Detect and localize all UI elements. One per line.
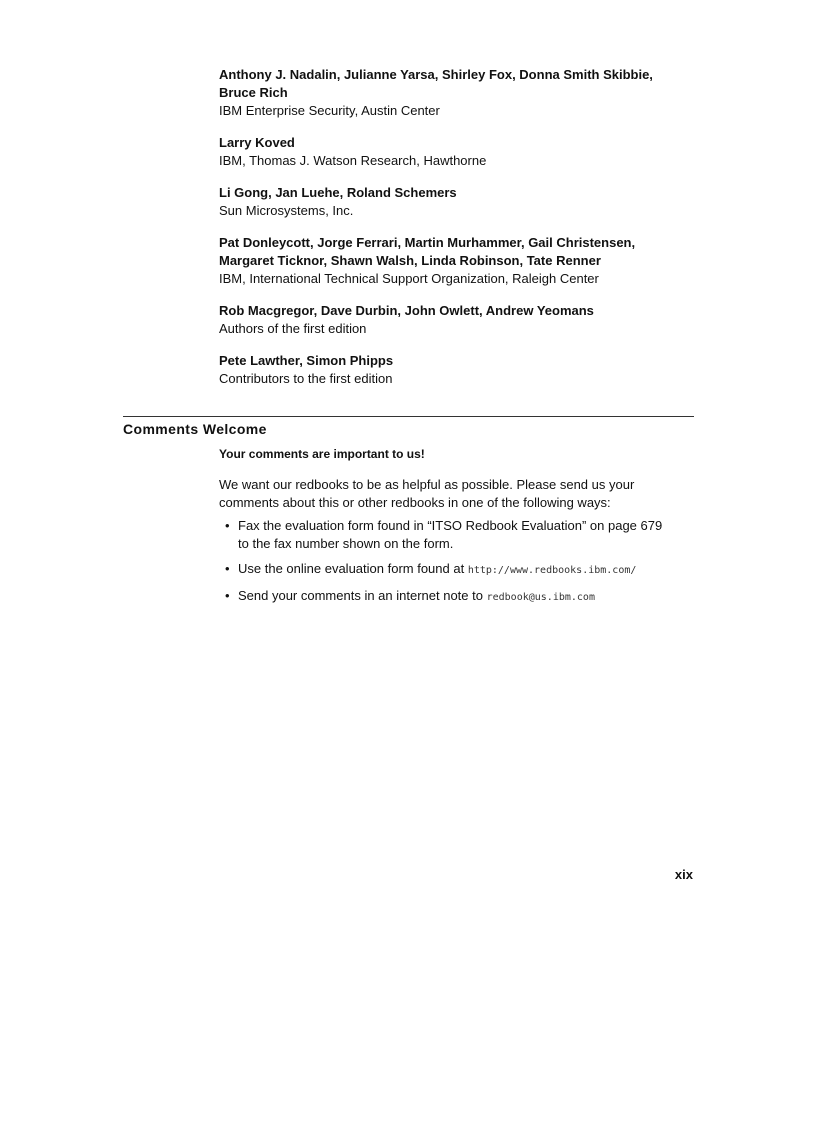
contributor-names-line: Anthony J. Nadalin, Julianne Yarsa, Shirley Fox, Donna Smith Skibbie, — [219, 67, 653, 82]
contributor-names-line: Bruce Rich — [219, 85, 288, 100]
contributor-affiliation: Contributors to the first edition — [219, 371, 393, 386]
section-divider — [123, 416, 694, 417]
feedback-ways-list — [219, 517, 699, 607]
contributor-group — [219, 134, 699, 170]
comments-intro — [219, 476, 699, 512]
list-item — [219, 560, 699, 580]
contributor-group — [219, 234, 699, 288]
redbook-email-link[interactable]: redbook@us.ibm.com — [486, 592, 595, 603]
contributor-affiliation: IBM Enterprise Security, Austin Center — [219, 103, 440, 118]
contributor-names — [219, 234, 699, 270]
contributor-names-line: Margaret Ticknor, Shawn Walsh, Linda Robinson, Tate Renner — [219, 253, 601, 268]
contributor-affiliation: Authors of the first edition — [219, 321, 367, 336]
list-item-text: to the fax number shown on the form. — [238, 536, 454, 551]
contributor-names: Larry Koved — [219, 135, 295, 150]
contributor-names: Li Gong, Jan Luehe, Roland Schemers — [219, 185, 457, 200]
page-number: xix — [674, 867, 693, 882]
intro-line: We want our redbooks to be as helpful as possible. Please send us your — [219, 477, 635, 492]
contributor-affiliation: IBM, International Technical Support Organization, Raleigh Center — [219, 271, 599, 286]
list-item-text: Use the online evaluation form found at — [238, 561, 468, 576]
contributor-affiliation: IBM, Thomas J. Watson Research, Hawthorne — [219, 153, 487, 168]
list-item-text: Send your comments in an internet note to — [238, 588, 487, 603]
contributor-names: Rob Macgregor, Dave Durbin, John Owlett, Andrew Yeomans — [219, 303, 594, 318]
bullet-icon: • — [225, 561, 230, 576]
contributor-group — [219, 66, 699, 120]
bullet-icon: • — [225, 588, 230, 603]
list-item-text: Fax the evaluation form found in “ITSO Redbook Evaluation” on page 679 — [238, 518, 663, 533]
section-heading: Comments Welcome — [123, 421, 267, 437]
comments-lead: Your comments are important to us! — [219, 447, 425, 461]
bullet-icon: • — [225, 518, 230, 533]
contributor-affiliation: Sun Microsystems, Inc. — [219, 203, 354, 218]
contributor-names: Pete Lawther, Simon Phipps — [219, 353, 394, 368]
contributor-names — [219, 66, 699, 102]
contributor-names-line: Pat Donleycott, Jorge Ferrari, Martin Murhammer, Gail Christensen, — [219, 235, 636, 250]
intro-line: comments about this or other redbooks in one of the following ways: — [219, 495, 611, 510]
list-item — [219, 517, 699, 553]
contributors-list — [219, 66, 699, 402]
contributor-group — [219, 352, 699, 388]
list-item — [219, 587, 699, 607]
contributor-group — [219, 302, 699, 338]
comments-section — [219, 445, 699, 614]
contributor-group — [219, 184, 699, 220]
redbooks-url-link[interactable]: http://www.redbooks.ibm.com/ — [467, 565, 637, 576]
